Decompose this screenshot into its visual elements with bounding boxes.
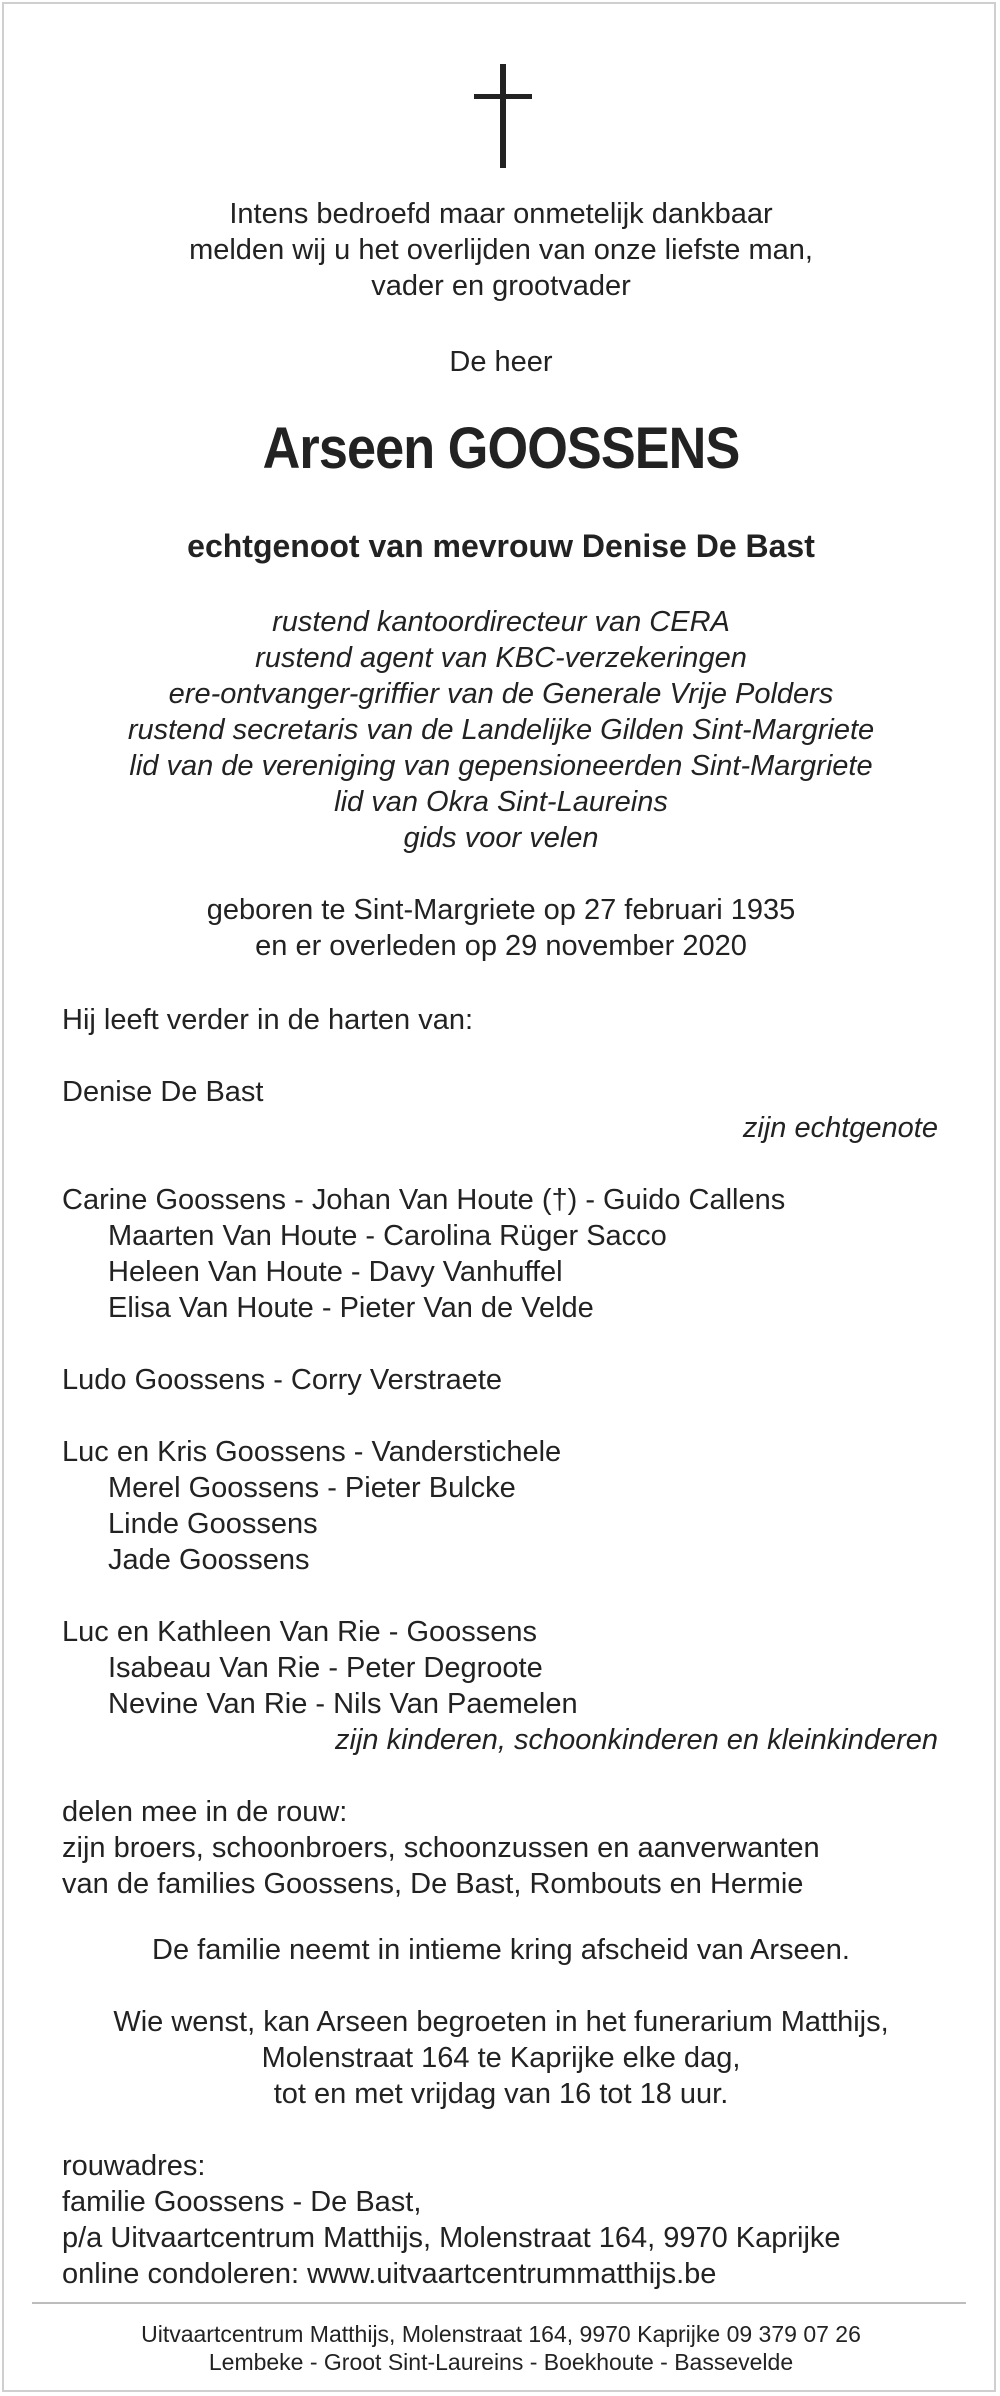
spouse-role: zijn echtgenote — [742, 1112, 938, 1144]
deceased-name: Arseen GOOSSENS — [262, 416, 740, 481]
family-head: Luc en Kris Goossens - Vanderstichele — [62, 1436, 562, 1468]
death-notice — [2, 2, 996, 2392]
family-head: Ludo Goossens - Corry Verstraete — [62, 1364, 503, 1396]
family-head: Carine Goossens - Johan Van Houte (†) - Guido Callens — [62, 1184, 786, 1216]
footer-divider — [32, 2302, 966, 2304]
cross-icon — [474, 64, 532, 168]
intro-text: Intens bedroefd maar onmetelijk dankbaar melden wij u het overlijden van onze liefste man, vader en grootvader — [189, 198, 813, 302]
mourning-text: delen mee in de rouw: zijn broers, schoonbroers, schoonzussen en aanverwanten van de families Goossens, De Bast, Rombouts en Hermie — [62, 1796, 820, 1900]
footer: Uitvaartcentrum Matthijs, Molenstraat 164, 9970 Kaprijke 09 379 07 26 Lembeke - Groot Sint-Laureins - Boekhoute - Bassevelde — [141, 2321, 861, 2375]
address-block: rouwadres: familie Goossens - De Bast, p/a Uitvaartcentrum Matthijs, Molenstraat 164, 9970 Kaprijke online condoleren: www.uitvaartcentrummatthijs.be — [62, 2150, 841, 2290]
family-children: Merel Goossens - Pieter Bulcke Linde Goossens Jade Goossens — [108, 1472, 516, 1576]
titles-list: rustend kantoordirecteur van CERA rustend agent van KBC-verzekeringen ere-ontvanger-griffier van de Generale Vrije Polders rustend secretaris van de Landelijke Gilden Sint-Margriete lid van de vereniging van gepensioneerden Sint-Margriete lid van Okra Sint-Laureins gids voor velen — [127, 606, 875, 854]
family-children: Isabeau Van Rie - Peter Degroote Nevine Van Rie - Nils Van Paemelen — [108, 1652, 578, 1720]
family-children: Maarten Van Houte - Carolina Rüger Sacco Heleen Van Houte - Davy Vanhuffel Elisa Van Houte - Pieter Van de Velde — [108, 1220, 667, 1324]
family-head: Luc en Kathleen Van Rie - Goossens — [62, 1616, 538, 1648]
family-role: zijn kinderen, schoonkinderen en kleinkinderen — [335, 1724, 938, 1756]
visit-text: Wie wenst, kan Arseen begroeten in het funerarium Matthijs, Molenstraat 164 te Kaprijke elke dag, tot en met vrijdag van 16 tot 18 uur. — [113, 2006, 889, 2110]
lives-on-text: Hij leeft verder in de harten van: — [62, 1004, 474, 1036]
spouse-name: Denise De Bast — [62, 1076, 264, 1108]
farewell-text: De familie neemt in intieme kring afscheid van Arseen. — [152, 1934, 850, 1966]
birth-death-text: geboren te Sint-Margriete op 27 februari 1935 en er overleden op 29 november 2020 — [206, 894, 796, 962]
salutation: De heer — [449, 346, 553, 378]
spouse-line: echtgenoot van mevrouw Denise De Bast — [187, 528, 815, 564]
